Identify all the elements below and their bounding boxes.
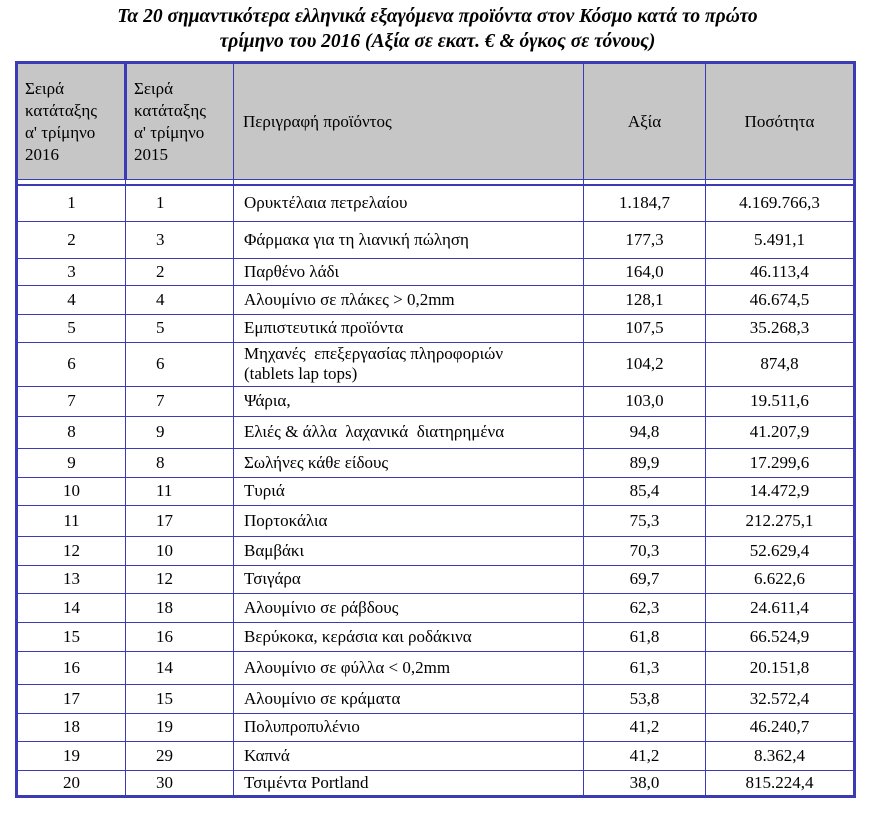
description-text: Τσιμέντα Portland xyxy=(244,772,369,792)
table-row xyxy=(17,285,855,314)
header-row xyxy=(17,63,855,180)
rank-2015-cell: 2 xyxy=(126,258,234,285)
rank-2015-cell: 8 xyxy=(126,448,234,477)
description-text: Ψάρια, xyxy=(244,391,291,410)
description-cell xyxy=(234,651,584,684)
table-row xyxy=(17,448,855,477)
rank-2016-cell: 3 xyxy=(17,258,126,285)
description-text-line-2: (tablets lap tops) xyxy=(244,364,358,383)
description-text: Τυριά xyxy=(244,481,285,500)
table-row xyxy=(17,622,855,651)
description-cell xyxy=(234,416,584,448)
value-cell: 177,3 xyxy=(584,221,706,258)
quantity-cell: 46.240,7 xyxy=(706,713,855,741)
description-text: Βερύκοκα, κεράσια και ροδάκινα xyxy=(244,626,472,646)
quantity-cell: 20.151,8 xyxy=(706,651,855,684)
value-cell: 128,1 xyxy=(584,285,706,314)
rank-2015-cell: 4 xyxy=(126,285,234,314)
value-cell: 89,9 xyxy=(584,448,706,477)
description-text: Μηχανές επεξεργασίας πληροφοριών xyxy=(244,344,504,363)
rank-2015-cell: 14 xyxy=(126,651,234,684)
description-text: Πολυπροπυλένιο xyxy=(244,717,360,736)
table-row xyxy=(17,342,855,386)
description-text: Βαμβάκι xyxy=(244,540,305,560)
description-cell xyxy=(234,770,584,796)
rank-2016-cell: 1 xyxy=(17,185,126,221)
rank-2015-cell: 29 xyxy=(126,741,234,770)
rank-2015-cell: 15 xyxy=(126,684,234,713)
description-cell xyxy=(234,342,584,386)
description-cell xyxy=(234,386,584,416)
rank-2016-cell: 10 xyxy=(17,477,126,505)
rank-2015-cell: 12 xyxy=(126,565,234,593)
value-cell: 1.184,7 xyxy=(584,185,706,221)
description-cell xyxy=(234,258,584,285)
value-cell: 62,3 xyxy=(584,593,706,622)
value-cell: 104,2 xyxy=(584,342,706,386)
table-body xyxy=(17,180,855,797)
header-rank-2016: Σειρά κατάταξης α' τρίμηνο 2016 xyxy=(17,63,126,180)
value-cell: 103,0 xyxy=(584,386,706,416)
rank-2015-cell: 11 xyxy=(126,477,234,505)
value-cell: 164,0 xyxy=(584,258,706,285)
rank-2016-cell: 8 xyxy=(17,416,126,448)
quantity-cell: 6.622,6 xyxy=(706,565,855,593)
rank-2016-cell: 11 xyxy=(17,505,126,536)
rank-2015-cell: 6 xyxy=(126,342,234,386)
rank-2015-cell: 3 xyxy=(126,221,234,258)
table-row xyxy=(17,386,855,416)
rank-2015-cell: 18 xyxy=(126,593,234,622)
rank-2016-cell: 7 xyxy=(17,386,126,416)
rank-2016-cell: 2 xyxy=(17,221,126,258)
rank-2015-cell: 10 xyxy=(126,536,234,565)
description-cell xyxy=(234,505,584,536)
table-row xyxy=(17,477,855,505)
rank-2016-cell: 19 xyxy=(17,741,126,770)
title-line-1: Τα 20 σημαντικότερα ελληνικά εξαγόμενα προϊόντα στον Κόσμο κατά το πρώτο xyxy=(117,6,758,27)
table-row xyxy=(17,258,855,285)
description-cell xyxy=(234,622,584,651)
title-line-2: τρίμηνο του 2016 (Αξία σε εκατ. € & όγκος σε τόνους) xyxy=(219,31,656,52)
rank-2015-cell: 5 xyxy=(126,314,234,342)
table-row xyxy=(17,536,855,565)
description-cell xyxy=(234,741,584,770)
rank-2016-cell: 5 xyxy=(17,314,126,342)
description-text: Εμπιστευτικά προϊόντα xyxy=(244,318,404,337)
description-text: Αλουμίνιο σε κράματα xyxy=(244,688,401,708)
rank-2016-cell: 15 xyxy=(17,622,126,651)
description-cell xyxy=(234,448,584,477)
table-row xyxy=(17,770,855,796)
quantity-cell: 4.169.766,3 xyxy=(706,185,855,221)
quantity-cell: 17.299,6 xyxy=(706,448,855,477)
value-cell: 53,8 xyxy=(584,684,706,713)
value-cell: 61,3 xyxy=(584,651,706,684)
page-title xyxy=(0,4,875,54)
rank-2015-cell: 17 xyxy=(126,505,234,536)
value-cell: 70,3 xyxy=(584,536,706,565)
rank-2016-cell: 16 xyxy=(17,651,126,684)
rank-2016-cell: 4 xyxy=(17,285,126,314)
description-cell xyxy=(234,221,584,258)
header-quantity: Ποσότητα xyxy=(706,63,855,180)
quantity-cell: 52.629,4 xyxy=(706,536,855,565)
rank-2016-cell: 14 xyxy=(17,593,126,622)
rank-2015-cell: 30 xyxy=(126,770,234,796)
rank-2015-cell: 19 xyxy=(126,713,234,741)
rank-2015-cell: 9 xyxy=(126,416,234,448)
description-text: Φάρμακα για τη λιανική πώληση xyxy=(244,229,469,249)
quantity-cell: 66.524,9 xyxy=(706,622,855,651)
quantity-cell: 46.674,5 xyxy=(706,285,855,314)
description-cell xyxy=(234,314,584,342)
value-cell: 38,0 xyxy=(584,770,706,796)
description-cell xyxy=(234,477,584,505)
description-cell xyxy=(234,185,584,221)
header-description: Περιγραφή προϊόντος xyxy=(234,63,584,180)
value-cell: 41,2 xyxy=(584,741,706,770)
value-cell: 41,2 xyxy=(584,713,706,741)
description-text: Καπνά xyxy=(244,745,290,765)
value-cell: 61,8 xyxy=(584,622,706,651)
description-text: Σωλήνες κάθε είδους xyxy=(244,452,389,472)
description-cell xyxy=(234,713,584,741)
table-row xyxy=(17,505,855,536)
exports-table xyxy=(15,61,856,798)
value-cell: 69,7 xyxy=(584,565,706,593)
description-text: Αλουμίνιο σε ράβδους xyxy=(244,597,399,617)
quantity-cell: 24.611,4 xyxy=(706,593,855,622)
table-row xyxy=(17,741,855,770)
description-text: Αλουμίνιο σε πλάκες > 0,2mm xyxy=(244,289,455,309)
rank-2016-cell: 9 xyxy=(17,448,126,477)
value-cell: 107,5 xyxy=(584,314,706,342)
description-cell xyxy=(234,565,584,593)
quantity-cell: 35.268,3 xyxy=(706,314,855,342)
value-cell: 85,4 xyxy=(584,477,706,505)
table-row xyxy=(17,713,855,741)
value-cell: 75,3 xyxy=(584,505,706,536)
quantity-cell: 5.491,1 xyxy=(706,221,855,258)
description-text: Αλουμίνιο σε φύλλα < 0,2mm xyxy=(244,657,451,677)
table-row xyxy=(17,565,855,593)
table-row xyxy=(17,684,855,713)
rank-2015-cell: 16 xyxy=(126,622,234,651)
description-cell xyxy=(234,285,584,314)
description-cell xyxy=(234,536,584,565)
rank-2016-cell: 12 xyxy=(17,536,126,565)
description-text: Παρθένο λάδι xyxy=(244,261,340,281)
rank-2015-cell: 1 xyxy=(126,185,234,221)
table-row xyxy=(17,416,855,448)
rank-2016-cell: 20 xyxy=(17,770,126,796)
value-cell: 94,8 xyxy=(584,416,706,448)
table-row xyxy=(17,185,855,221)
description-text: Πορτοκάλια xyxy=(244,510,328,530)
rank-2015-cell: 7 xyxy=(126,386,234,416)
description-cell xyxy=(234,684,584,713)
description-text: Ορυκτέλαια πετρελαίου xyxy=(244,193,408,213)
quantity-cell: 32.572,4 xyxy=(706,684,855,713)
table-row xyxy=(17,314,855,342)
rank-2016-cell: 13 xyxy=(17,565,126,593)
description-text: Ελιές & άλλα λαχανικά διατηρημένα xyxy=(244,422,505,441)
table-row xyxy=(17,651,855,684)
table-row xyxy=(17,221,855,258)
header-value: Αξία xyxy=(584,63,706,180)
quantity-cell: 41.207,9 xyxy=(706,416,855,448)
description-cell xyxy=(234,593,584,622)
table-row xyxy=(17,593,855,622)
quantity-cell: 46.113,4 xyxy=(706,258,855,285)
quantity-cell: 8.362,4 xyxy=(706,741,855,770)
header-rank-2015: Σειρά κατάταξης α' τρίμηνο 2015 xyxy=(126,63,234,180)
rank-2016-cell: 17 xyxy=(17,684,126,713)
quantity-cell: 19.511,6 xyxy=(706,386,855,416)
description-text: Τσιγάρα xyxy=(244,569,301,588)
quantity-cell: 815.224,4 xyxy=(706,770,855,796)
quantity-cell: 14.472,9 xyxy=(706,477,855,505)
rank-2016-cell: 6 xyxy=(17,342,126,386)
quantity-cell: 212.275,1 xyxy=(706,505,855,536)
rank-2016-cell: 18 xyxy=(17,713,126,741)
quantity-cell: 874,8 xyxy=(706,342,855,386)
